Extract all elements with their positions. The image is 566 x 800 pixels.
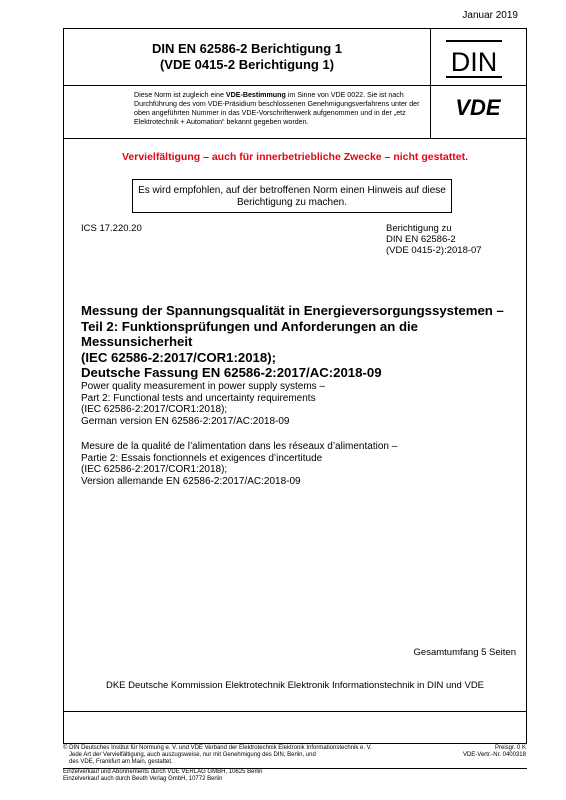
footer-line: des VDE, Frankfurt am Main, gestattet.: [69, 759, 173, 766]
english-title-line: Part 2: Functional tests and uncertainty requirements: [81, 392, 316, 404]
divider: [64, 85, 526, 86]
french-title-line: Mesure de la qualité de l’alimentation dans les réseaux d’alimentation –: [81, 441, 398, 452]
notice-prefix: Diese Norm ist zugleich eine: [134, 91, 226, 99]
notice-rest: im Sinne von VDE 0022. Sie ist nach Durchführung des vom VDE-Präsidium beschlossenen Genehmigungsverfahrens unter der oben angeführten Nummer in das VDE-Vorschriftenwerk aufgenommen und in der „etz Elektrotechnik + Automation“ bekannt gegeben worden.: [134, 91, 420, 126]
german-title: [81, 303, 521, 381]
correction-line: DIN EN 62586-2: [386, 234, 456, 245]
hint-box: Es wird empfohlen, auf der betroffenen Norm einen Hinweis auf diese Berichtigung zu machen.: [132, 179, 452, 213]
vde-logo-text: VDE: [455, 95, 501, 119]
correction-reference: [386, 223, 482, 256]
cover-frame: [63, 28, 527, 744]
vde-logo: [448, 95, 508, 119]
german-title-line: Teil 2: Funktionsprüfungen und Anforderungen an die Messunsicherheit: [81, 318, 418, 350]
divider: [64, 711, 526, 712]
dke-line: DKE Deutsche Kommission Elektrotechnik Elektronik Informationstechnik in DIN und VDE: [105, 680, 485, 691]
issue-date: Januar 2019: [462, 10, 518, 21]
vde-notice: [134, 91, 426, 127]
vde-contract-number: VDE-Vertr.-Nr. 0400318: [462, 752, 526, 759]
footer-line: © DIN Deutsches Institut für Normung e. V. und VDE Verband der Elektrotechnik Elektronik Informationstechnik e. V.: [63, 745, 372, 751]
divider: [64, 138, 526, 139]
din-logo-text: DIN: [450, 47, 498, 77]
english-title: [81, 381, 521, 427]
price-group: Preisgr. 0 K: [494, 745, 526, 751]
german-title-line: Messung der Spannungsqualität in Energieversorgungssystemen –: [81, 303, 504, 318]
correction-line: (VDE 0415-2):2018-07: [386, 245, 482, 256]
correction-line: Berichtigung zu: [386, 223, 452, 234]
footer-price: [463, 745, 526, 759]
footer-copyright: [63, 745, 393, 783]
french-title-line: Partie 2: Essais fonctionnels et exigences d’incertitude: [81, 452, 323, 464]
page-count: Gesamtumfang 5 Seiten: [413, 647, 516, 658]
english-title-line: Power quality measurement in power supply systems –: [81, 381, 325, 392]
din-logo: [444, 37, 504, 81]
title-line: DIN EN 62586-2 Berichtigung 1: [152, 41, 342, 56]
footer-line: Jede Art der Vervielfältigung, auch auszugsweise, nur mit Genehmigung des DIN, Berlin, und: [69, 752, 316, 759]
footer-line: Einzelverkauf und Abonnements durch VDE VERLAG GMBH, 10625 Berlin: [63, 768, 263, 775]
english-title-line: German version EN 62586-2:2017/AC:2018-09: [81, 415, 290, 427]
copy-warning: Vervielfältigung – auch für innerbetriebliche Zwecke – nicht gestattet.: [121, 151, 468, 163]
german-title-line: Deutsche Fassung EN 62586-2:2017/AC:2018-09: [81, 365, 382, 381]
german-title-line: (IEC 62586-2:2017/COR1:2018);: [81, 349, 276, 365]
footer-line: Einzelverkauf auch durch Beuth Verlag GmbH, 10772 Berlin: [63, 775, 223, 782]
divider: [430, 29, 431, 138]
french-title: [81, 441, 521, 487]
title-line: (VDE 0415-2 Berichtigung 1): [159, 57, 335, 72]
french-title-line: (IEC 62586-2:2017/COR1:2018);: [81, 464, 228, 475]
english-title-line: (IEC 62586-2:2017/COR1:2018);: [81, 404, 228, 415]
document-title: [64, 41, 430, 73]
ics-code: ICS 17.220.20: [81, 223, 142, 234]
french-title-line: Version allemande EN 62586-2:2017/AC:2018-09: [81, 475, 301, 487]
notice-bold: VDE-Bestimmung: [225, 91, 286, 99]
